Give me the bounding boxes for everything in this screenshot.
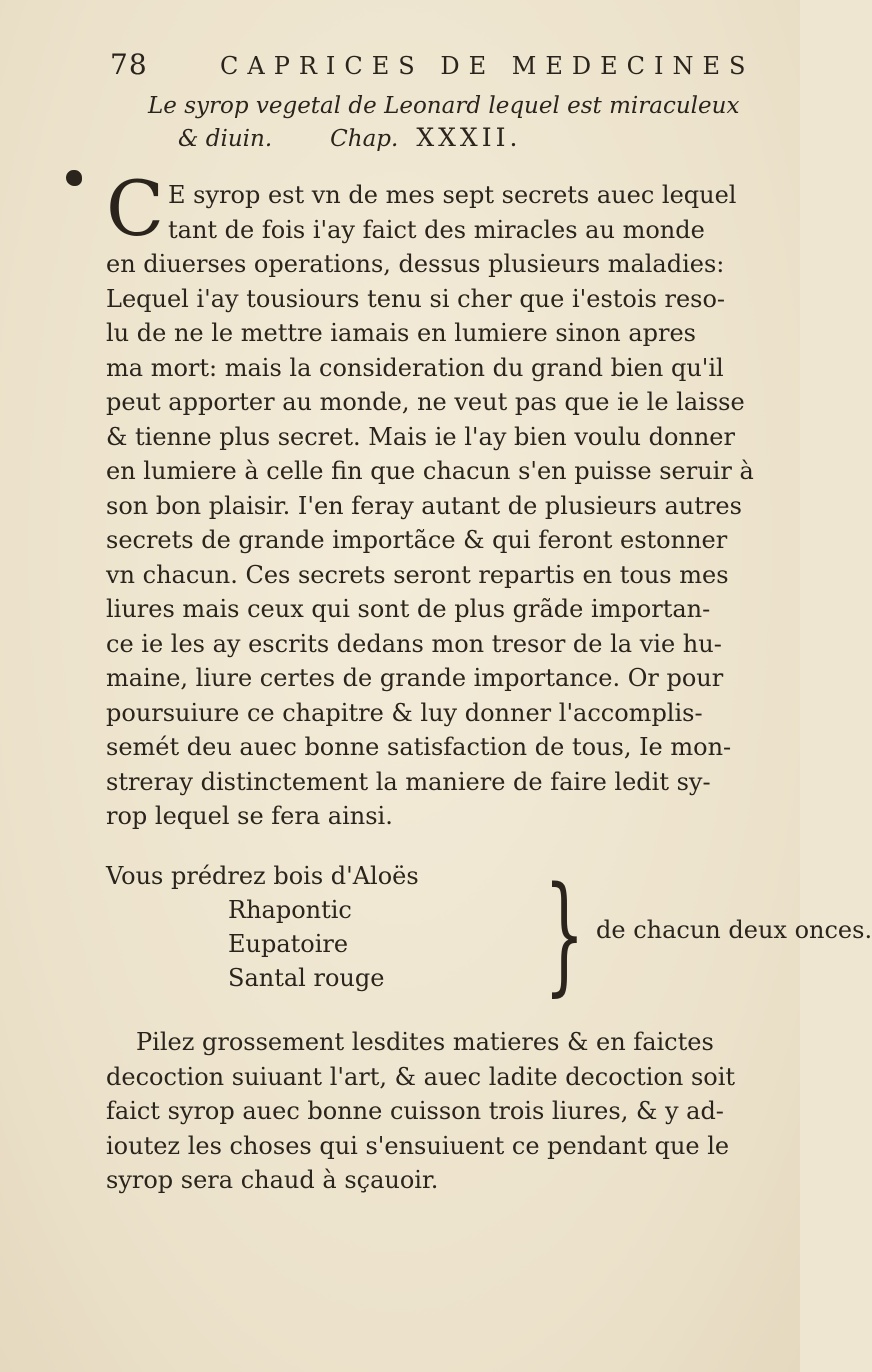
text-line: lu de ne le mettre iamais en lumiere sinon apres xyxy=(106,319,696,347)
text-line: secrets de grande importãce & qui feront estonner xyxy=(106,526,728,554)
closing-paragraph xyxy=(106,1025,766,1198)
ingredient-quantity: de chacun deux onces. xyxy=(596,916,872,944)
drop-cap: C xyxy=(106,164,165,253)
text-line: semét deu auec bonne satisfaction de tous, Ie mon- xyxy=(106,733,732,761)
text-line: poursuiure ce chapitre & luy donner l'accomplis- xyxy=(106,698,703,727)
chapter-title-line-2 xyxy=(148,122,738,155)
text-line: syrop sera chaud à sçauoir. xyxy=(106,1166,439,1194)
brace-symbol: } xyxy=(544,860,585,1009)
text-line: & tienne plus secret. Mais ie l'ay bien voulu donner xyxy=(106,422,735,451)
text-line: liures mais ceux qui sont de plus grãde importan- xyxy=(106,595,711,623)
ingredient-aloes: Vous prédrez bois d'Aloës xyxy=(106,862,419,890)
text-line: decoction suiuant l'art, & auec ladite decoction soit xyxy=(106,1062,736,1091)
ingredient-eupatoire: Eupatoire xyxy=(228,930,349,958)
ingredient-rhapontic: Rhapontic xyxy=(228,896,352,924)
text-line: vn chacun. Ces secrets seront repartis en tous mes xyxy=(106,560,729,589)
text-line: rop lequel se fera ainsi. xyxy=(106,802,393,830)
text-line: streray distinctement la maniere de faire ledit sy- xyxy=(106,767,711,796)
text-line: Lequel i'ay tousiours tenu si cher que i'estois reso- xyxy=(106,284,726,313)
running-title: CAPRICES DE MEDECINES xyxy=(220,52,755,80)
text-line: tant de fois i'ay faict des miracles au monde xyxy=(168,215,705,244)
text-line: ma mort: mais la consideration du grand bien qu'il xyxy=(106,353,724,382)
chapter-title-line-1: Le syrop vegetal de Leonard lequel est miraculeux xyxy=(148,93,740,119)
text-line: faict syrop auec bonne cuisson trois liures, & y ad- xyxy=(106,1097,724,1125)
chapter-title-suffix: & diuin. xyxy=(178,126,273,152)
main-paragraph xyxy=(106,164,766,834)
ink-blot-ornament xyxy=(66,170,82,186)
text-line: ce ie les ay escrits dedans mon tresor de la vie hu- xyxy=(106,629,722,658)
page-header xyxy=(110,48,755,88)
text-line: ioutez les choses qui s'ensuiuent ce pendant que le xyxy=(106,1131,730,1160)
chapter-label: Chap. xyxy=(330,126,399,152)
chapter-heading xyxy=(148,90,738,155)
recipe-ingredients xyxy=(106,860,872,1020)
text-line: son bon plaisir. I'en feray autant de plusieurs autres xyxy=(106,491,742,520)
text-line: maine, liure certes de grande importance. Or pour xyxy=(106,664,724,692)
text-line: en diuerses operations, dessus plusieurs maladies: xyxy=(106,250,725,278)
text-line: E syrop est vn de mes sept secrets auec lequel xyxy=(168,181,737,209)
text-line: en lumiere à celle fin que chacun s'en puisse seruir à xyxy=(106,457,754,485)
chapter-number: XXXII. xyxy=(416,123,522,152)
text-line: peut apporter au monde, ne veut pas que ie le laisse xyxy=(106,388,745,416)
text-line: Pilez grossement lesdites matieres & en faictes xyxy=(136,1028,714,1056)
page-number: 78 xyxy=(110,48,148,81)
ingredient-santal-rouge: Santal rouge xyxy=(228,964,385,992)
